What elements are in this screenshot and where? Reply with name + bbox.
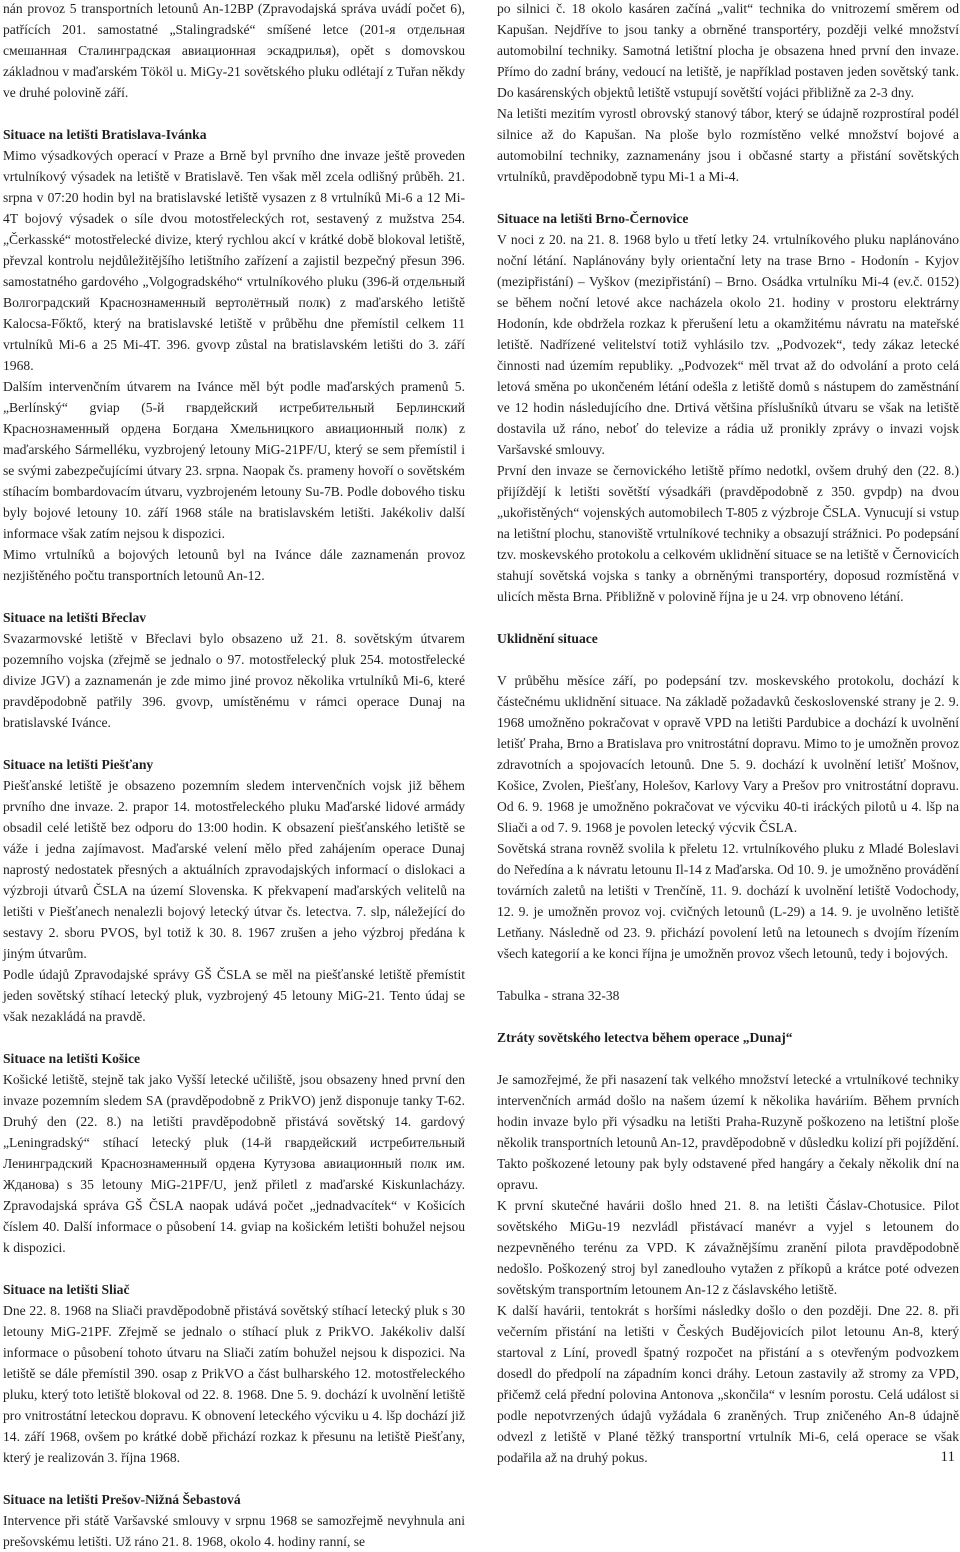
paragraph: Mimo vrtulníků a bojových letounů byl na Ivánce dále zaznamenán provoz nezjištěného počtu transportních letounů An-12. — [3, 547, 465, 583]
paragraph: K další havárii, tentokrát s horšími následky došlo o den později. Dne 22. 8. při večerním přistání na letišti v Českých Budějovicích pilot letounu An-8, který startoval z Líní, provedl špatný rozpočet na přistání a s otevřeným podvozkem dosedl do předpolí na západním konci dráhy. Letoun zastavily až stromy za VPD, přičemž celá přední polovina Antonova „skončila“ v lesním porostu. Celá událost si podle nepotvrzených údajů vyžádala 6 zraněných. Trup zničeného An-8 údajně odvezl z letiště v Plané těžký transportní vrtulník Mi-6, celá operace se však podařila až na druhý pokus. — [497, 1303, 959, 1465]
paragraph: Je samozřejmé, že při nasazení tak velkého množství letecké a vrtulníkové techniky intervenčních armád došlo na našem území k několika haváriím. Během prvních hodin invaze bylo při výsadku na letišti Praha-Ruzyně poškozeno na letištní ploše několik transportních letounů An-12, pravděpodobně v důsledku kolizí při pojíždění. Takto poškozené letouny pak byly odstavené před hangáry a čekaly několik dní na opravu. — [497, 1072, 959, 1192]
section-heading: Ztráty sovětského letectva během operace „Dunaj“ — [497, 1030, 793, 1045]
section-heading: Uklidnění situace — [497, 631, 598, 646]
section-heading: Situace na letišti Brno-Černovice — [497, 211, 689, 226]
section-heading: Situace na letišti Košice — [3, 1051, 141, 1066]
section-heading: Situace na letišti Bratislava-Ivánka — [3, 127, 207, 142]
paragraph: Košické letiště, stejně tak jako Vyšší letecké učiliště, jsou obsazeny hned první den invaze pozemním sledem SA (pravděpodobně z PrikVO) jenž disponuje tanky T-62. Druhý den (22. 8.) na letišti pravděpodobně přistává sovětský 14. gardový „Leningradský“ stíhací letecký pluk (14-й гвардейский истребительный Ленинградский Краснознаменный ордена Кутузова авиационный полк им. Жданова) s 35 letouny MiG-21PF/U, jenž přiletl z maďarské Kiskunlacházy. Zpravodajská správa GŠ ČSLA naopak udává počet „jednadvacítek“ v Košicích číslem 40. Další informace o působení 14. gviap na košickém letišti bohužel nejsou k dispozici. — [3, 1072, 465, 1255]
paragraph: Mimo výsadkových operací v Praze a Brně byl prvního dne invaze ještě proveden vrtulníkový výsadek na letiště v Bratislavě. Ten však měl zcela odlišný průběh. 21. srpna v 07:20 hodin byl na bratislavské letiště vysazen z 8 vrtulníků Mi-6 a 12 Mi-4T bojový výsadek o síle dvou motostřeleckých rot, sestavený z mužstva 254. „Čerkasské“ motostřelecké divize, který rychlou akcí v krátké době blokoval letiště, převzal kontrolu nejdůležitějšího letištního zařízení a zajistil bezpečný přesun 396. samostatného gardového „Volgogradského“ vrtulníkového pluku (396-й отдельный Волгоградский Краснознаменный вертолётный полк) z maďarského letiště Kalocsa-Főktő, který na bratislavské letiště v průběhu dne přemístil celkem 11 vrtulníků Mi-6 a 25 Mi-4T. 396. gvovp zůstal na bratislavském letišti do 3. září 1968. — [3, 148, 465, 373]
paragraph: po silnici č. 18 okolo kasáren začíná „valit“ technika do vnitrozemí směrem od Kapušan. Nejdříve to jsou tanky a obrněné transportéry, později velké množství automobilní techniky. Samotná letištní plocha je obsazena hned první den invaze. Přímo do zadní brány, vedoucí na letiště, je například postaven jeden sovětský tank. Do kasárenských objektů letiště vstupují sovětští vojáci přibližně za 2-3 dny. — [497, 1, 959, 100]
paragraph: K první skutečné havárii došlo hned 21. 8. na letišti Čáslav-Chotusice. Pilot sovětského MiGu-19 nezvládl přistávací manévr a vyjel s letounem do nezpevněného terénu za VPD. K závažnějšímu zranění pilota pravděpodobně nedošlo. Poškozený stroj byl zanedlouho vytažen z příkopů a krátce poté odvezen sovětským transportním letounem An-12 z čáslavského letiště. — [497, 1198, 959, 1297]
right-column — [497, 0, 959, 1468]
paragraph: První den invaze se černovického letiště přímo nedotkl, ovšem druhý den (22. 8.) přijíždějí k letišti sovětští výsadkáři (pravděpodobně z 350. gvpdp) na dvou „ukořistěných“ vojenských automobilech T-805 z výzbroje ČSLA. Vynucují si vstup na letištní plochu, stanoviště vrtulníkové techniky a obsazují strážnici. Po podepsání tzv. moskevského protokolu a celkovém uklidnění situace se na letiště v Černovicích stahují sovětská vojska s tanky a obrněnými transportéry, doposud rozmístěná v ulicích města Brna. Přibližně v polovině října je u 24. vrp obnoveno létání. — [497, 463, 959, 604]
paragraph: V průběhu měsíce září, po podepsání tzv. moskevského protokolu, dochází k částečnému uklidnění situace. Na základě požadavků československé strany je 2. 9. 1968 umožněno pokračovat v opravě VPD na letišti Pardubice a dochází k uvolnění letišť Praha, Brno a Bratislava pro vnitrostátní dopravu. Mimo to je umožněn provoz zdravotních a spojovacích letounů. Dne 5. 9. dochází k uvolnění letišť Mošnov, Košice, Zvolen, Piešťany, Holešov, Karlovy Vary a Prešov pro vnitrostátní dopravu. Od 6. 9. 1968 je umožněno pokračovat ve výcviku 40-ti iráckých pilotů u 4. lšp na Sliači a od 7. 9. 1968 je povolen letecký výcvik ČSLA. — [497, 673, 959, 835]
section-heading: Situace na letišti Břeclav — [3, 610, 147, 625]
section-heading: Situace na letišti Piešťany — [3, 757, 154, 772]
paragraph: V noci z 20. na 21. 8. 1968 bylo u třetí letky 24. vrtulníkového pluku naplánováno noční létání. Naplánovány byly orientační lety na trase Brno - Hodonín - Kyjov (mezipřistání) – Vyškov (mezipřistání) – Brno. Osádka vrtulníku Mi-4 (ev.č. 0152) se během noční letové akce nacházela okolo 21. hodiny v prostoru elektrárny Hodonín, kde obdržela rozkaz k přerušení letu a okamžitému návratu na mateřské letiště. Nadřízené velitelství totiž vyhlásilo tzv. „Podvozek“, tedy zákaz letecké činnosti nad územím republiky. „Podvozek“ měl trvat až do odvolání a proto celá letová směna po ukončeném létání odešla z letiště domů s nástupem do zaměstnání ve 12 hodin následujícího dne. Drtivá většina příslušníků útvaru se však na letiště dostavila už ráno, neboť do televize a rádia už pronikly zprávy o invazi vojsk Varšavské smlouvy. — [497, 232, 959, 457]
paragraph: Svazarmovské letiště v Břeclavi bylo obsazeno už 21. 8. sovětským útvarem pozemního vojska (zřejmě se jednalo o 97. motostřelecký pluk 254. motostřelecké divize JGV) a zaznamenán je zde mimo jiné provoz několika vrtulníků Mi-6, které pravděpodobně patřily 396. gvovp, umístěnému v rámci operace Dunaj na bratislavské Ivánce. — [3, 631, 465, 730]
paragraph: Dalším intervenčním útvarem na Ivánce měl být podle maďarských pramenů 5. „Berlínský“ gviap (5-й гвардейский истребительный Берлинский Краснознаменный ордена Богдана Хмельницкого авиационный полк) z maďarského Sármelléku, vyzbrojený letouny MiG-21PF/U, který se sem přemístil i se svými zabezpečujícími útvary 23. srpna. Naopak čs. prameny hovoří o sovětském stíhacím bombardovacím útvaru, vyzbrojeném letouny Su-7B. Podle dobového tisku byly bojové letouny 10. září 1968 stále na bratislavském letišti. Jakékoliv další informace však zatím nejsou k dispozici. — [3, 379, 465, 541]
paragraph: nán provoz 5 transportních letounů An-12BP (Zpravodajská správa uvádí počet 6), patřících 201. samostatné „Stalingradské“ smíšené letce (201-я отдельная смешанная Сталинградская авиационная эскадрилья), opět s domovskou základnou v maďarském Tököl u. MiGy-21 sovětského pluku odlétají z Tuřan někdy ve druhé polovině září. — [3, 1, 465, 100]
paragraph: Dne 22. 8. 1968 na Sliači pravděpodobně přistává sovětský stíhací letecký pluk s 30 letouny MiG-21PF. Zřejmě se jednalo o stíhací pluk z PrikVO. Jakékoliv další informace o působení tohoto útvaru na Sliači zatím bohužel nejsou k dispozici. Na letiště se dále přemístil 390. osap z PrikVO a část bulharského 12. motostřeleckého pluku, který toto letiště blokoval od 22. 8. 1968. Dne 5. 9. dochází k uvolnění letiště pro vnitrostátní leteckou dopravu. K obnovení leteckého výcviku u 4. lšp dochází již 14. září 1968, ovšem po krátké době přichází rozkaz k přesunu na letiště Piešťany, který je realizován 3. října 1968. — [3, 1303, 465, 1465]
section-heading: Situace na letišti Prešov-Nižná Šebastová — [3, 1492, 241, 1507]
paragraph: Na letišti mezitím vyrostl obrovský stanový tábor, který se údajně rozprostíral podél silnice až do Kapušan. Na ploše bylo rozmístěno velké množství bojové a automobilní techniky, zaznamenány jsou i občasné starty a přistání sovětských vrtulníků, pravděpodobně typu Mi-1 a Mi-4. — [497, 106, 959, 184]
paragraph: Piešťanské letiště je obsazeno pozemním sledem intervenčních vojsk již během prvního dne invaze. 2. prapor 14. motostřeleckého pluku Maďarské lidové armády obsadil celé letiště bez odporu do 13:00 hodin. K obsazení piešťanského letiště se váže i jedna zajímavost. Maďarské velení mělo před zahájením operace Dunaj naprostý nedostatek přesných a aktuálních zpravodajských informací o dislokaci a výzbroji útvarů ČSLA na území Slovenska. K překvapení maďarských velitelů na letišti v Piešťanech nenalezli bojový letecký útvar čs. letectva. 7. slp, náležející do sestavy 2. sboru PVOS, byl totiž k 30. 8. 1967 zrušen a jeho výzbroj předána k jiným útvarům. — [3, 778, 465, 961]
paragraph: Podle údajů Zpravodajské správy GŠ ČSLA se měl na piešťanské letiště přemístit jeden sovětský stíhací letecký pluk, vyzbrojený 45 letouny MiG-21. Tento údaj se však nezakládá na pravdě. — [3, 967, 465, 1024]
page-number: 11 — [940, 1449, 955, 1465]
table-reference: Tabulka - strana 32-38 — [497, 988, 620, 1003]
left-column — [3, 0, 465, 1552]
paragraph: Intervence při státě Varšavské smlouvy v srpnu 1968 se samozřejmě nevyhnula ani prešovskému letišti. Už ráno 21. 8. 1968, okolo 4. hodiny ranní, se — [3, 1513, 465, 1549]
paragraph: Sovětská strana rovněž svolila k přeletu 12. vrtulníkového pluku z Mladé Boleslavi do Neředína a k návratu letounu Il-14 z Maďarska. Od 10. 9. je umožněno provádění továrních zaletů na letišti v Trenčíně, 11. 9. dochází k uvolnění letiště Vodochody, 12. 9. je umožněn provoz voj. cvičných letounů (L-29) a 14. 9. je uvolněno letiště Letňany. Následně od 23. 9. přichází povolení letů na letounech s dvojím řízením všech kategorií a ke konci října je umožněn provoz všech letounů, tedy i bojových. — [497, 841, 959, 961]
section-heading: Situace na letišti Sliač — [3, 1282, 130, 1297]
